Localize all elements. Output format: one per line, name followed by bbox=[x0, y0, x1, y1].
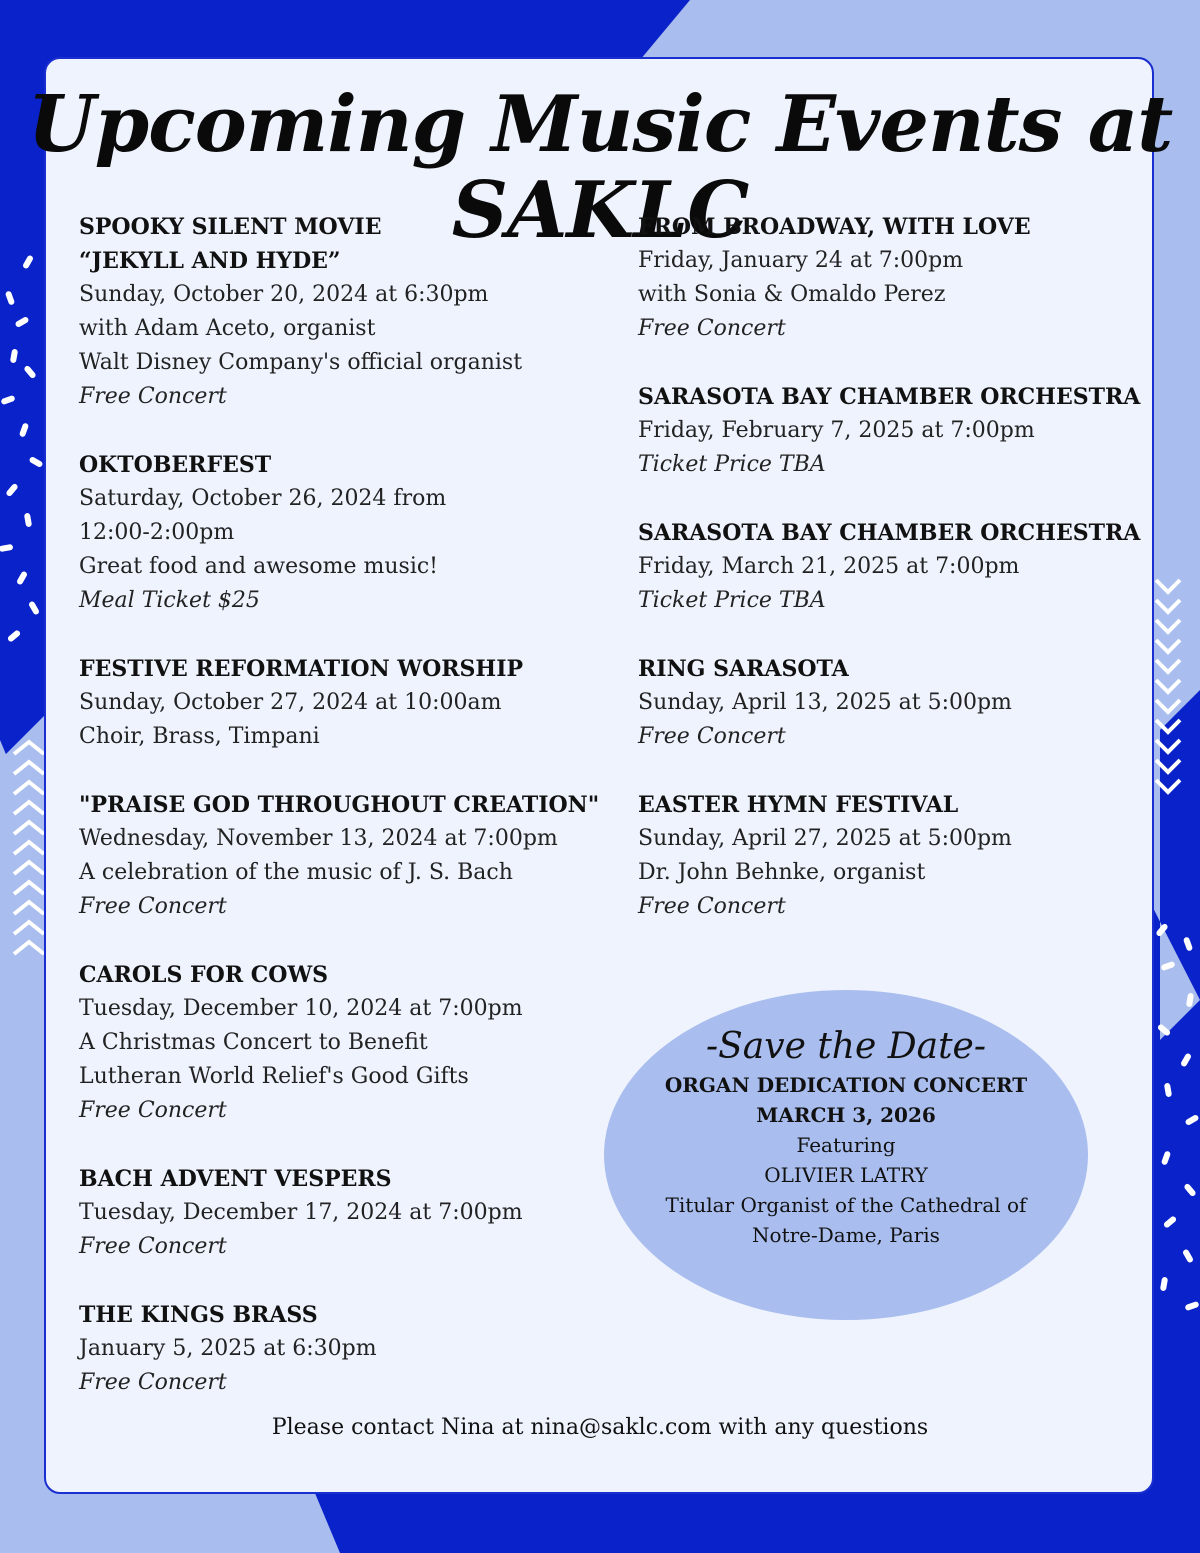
event-detail: with Sonia & Omaldo Perez bbox=[638, 282, 946, 307]
event-title: BACH ADVENT VESPERS bbox=[79, 1166, 392, 1192]
event-detail: Sunday, October 20, 2024 at 6:30pm bbox=[79, 282, 489, 307]
event-block bbox=[79, 958, 619, 1128]
event-detail: Wednesday, November 13, 2024 at 7:00pm bbox=[79, 826, 558, 851]
event-detail: Sunday, October 27, 2024 at 10:00am bbox=[79, 690, 502, 715]
featured-event-title: ORGAN DEDICATION CONCERT bbox=[664, 1073, 1028, 1097]
event-detail: Tuesday, December 10, 2024 at 7:00pm bbox=[79, 996, 523, 1021]
event-detail: Walt Disney Company's official organist bbox=[79, 350, 523, 375]
event-price: Ticket Price TBA bbox=[638, 452, 826, 477]
event-detail: “JEKYLL AND HYDE” bbox=[79, 248, 341, 274]
event-detail: 12:00-2:00pm bbox=[79, 520, 235, 545]
performer-role-line2: Notre-Dame, Paris bbox=[752, 1223, 940, 1247]
featuring-label: Featuring bbox=[796, 1133, 896, 1157]
event-block bbox=[638, 652, 1158, 754]
event-title: SARASOTA BAY CHAMBER ORCHESTRA bbox=[638, 384, 1141, 410]
event-detail: Friday, January 24 at 7:00pm bbox=[638, 248, 964, 273]
event-detail: Dr. John Behnke, organist bbox=[638, 860, 926, 885]
event-price: Free Concert bbox=[79, 1234, 227, 1259]
contact-footer: Please contact Nina at nina@saklc.com with any questions bbox=[271, 1415, 929, 1440]
event-detail: Great food and awesome music! bbox=[79, 554, 439, 579]
event-detail: A Christmas Concert to Benefit bbox=[79, 1030, 428, 1055]
event-price: Free Concert bbox=[79, 1098, 227, 1123]
event-price: Free Concert bbox=[638, 316, 786, 341]
event-detail: Friday, February 7, 2025 at 7:00pm bbox=[638, 418, 1035, 443]
event-block bbox=[79, 1298, 619, 1400]
event-detail: January 5, 2025 at 6:30pm bbox=[79, 1336, 377, 1361]
event-detail: Lutheran World Relief's Good Gifts bbox=[79, 1064, 469, 1089]
event-title: RING SARASOTA bbox=[638, 656, 849, 682]
event-price: Free Concert bbox=[79, 1370, 227, 1395]
event-title: CAROLS FOR COWS bbox=[79, 962, 329, 988]
event-block bbox=[638, 380, 1158, 482]
save-the-date-oval bbox=[604, 990, 1088, 1320]
event-detail: Friday, March 21, 2025 at 7:00pm bbox=[638, 554, 1020, 579]
performer-role-line1: Titular Organist of the Cathedral of bbox=[665, 1193, 1027, 1217]
event-block bbox=[79, 788, 619, 924]
event-price: Free Concert bbox=[638, 894, 786, 919]
save-the-date-heading: -Save the Date- bbox=[705, 1026, 987, 1067]
event-price: Free Concert bbox=[79, 384, 227, 409]
performer-name: OLIVIER LATRY bbox=[764, 1163, 928, 1187]
event-block bbox=[79, 210, 619, 414]
event-title: OKTOBERFEST bbox=[79, 452, 272, 478]
event-price: Ticket Price TBA bbox=[638, 588, 826, 613]
event-block bbox=[79, 652, 619, 754]
event-detail: A celebration of the music of J. S. Bach bbox=[79, 860, 513, 885]
event-title: FESTIVE REFORMATION WORSHIP bbox=[79, 656, 524, 682]
event-title: SPOOKY SILENT MOVIE bbox=[79, 214, 382, 240]
events-column-right bbox=[638, 210, 1158, 958]
event-detail: Tuesday, December 17, 2024 at 7:00pm bbox=[79, 1200, 523, 1225]
featured-event-date: MARCH 3, 2026 bbox=[756, 1103, 936, 1127]
event-title: SARASOTA BAY CHAMBER ORCHESTRA bbox=[638, 520, 1141, 546]
event-title: EASTER HYMN FESTIVAL bbox=[638, 792, 959, 818]
page-title: Upcoming Music Events at SAKLC bbox=[27, 79, 1173, 256]
event-detail: with Adam Aceto, organist bbox=[79, 316, 376, 341]
event-detail: Sunday, April 13, 2025 at 5:00pm bbox=[638, 690, 1012, 715]
events-column-left bbox=[79, 210, 619, 1434]
event-price: Free Concert bbox=[638, 724, 786, 749]
event-block bbox=[638, 788, 1158, 924]
event-title: "PRAISE GOD THROUGHOUT CREATION" bbox=[79, 792, 600, 818]
event-block bbox=[638, 210, 1158, 346]
event-price: Free Concert bbox=[79, 894, 227, 919]
event-block bbox=[79, 448, 619, 618]
event-title: THE KINGS BRASS bbox=[79, 1302, 318, 1328]
event-title: FROM BROADWAY, WITH LOVE bbox=[638, 214, 1031, 240]
event-detail: Sunday, April 27, 2025 at 5:00pm bbox=[638, 826, 1012, 851]
event-block bbox=[638, 516, 1158, 618]
event-detail: Saturday, October 26, 2024 from bbox=[79, 486, 447, 511]
event-price: Meal Ticket $25 bbox=[79, 588, 260, 613]
event-detail: Choir, Brass, Timpani bbox=[79, 724, 320, 749]
event-block bbox=[79, 1162, 619, 1264]
